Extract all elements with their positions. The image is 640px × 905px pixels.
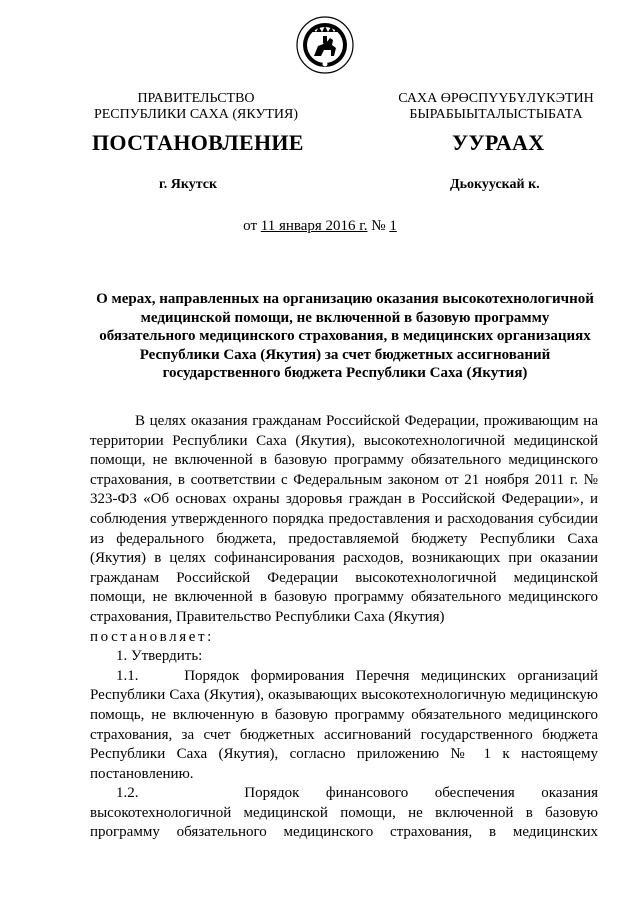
item-1-2-line: программу обязательного медицинского страхования, в медицинских: [90, 824, 598, 841]
decree-word: постановляет:: [90, 628, 214, 645]
document-date: 11 января 2016 г.: [260, 218, 368, 234]
title-line: медицинской помощи, не включенной в базовую программу: [140, 309, 550, 326]
document-type-ru: ПОСТАНОВЛЕНИЕ: [92, 130, 304, 155]
government-name-ru-line1: ПРАВИТЕЛЬСТВО: [137, 91, 255, 106]
title-line: государственного бюджета Республики Саха (Якутия): [162, 365, 528, 381]
item-1: 1. Утвердить:: [116, 648, 203, 665]
header-left: [86, 91, 306, 123]
title-line: О мерах, направленных на организацию оказания высокотехнологичной: [96, 291, 594, 307]
government-name-sakha-line2: БЫРАБЫЫТАЛЫСТЫБАТА: [409, 107, 583, 122]
item-1-2-line: высокотехнологичной медицинской помощи, не включенной в базовую: [90, 804, 598, 821]
preamble-paragraph: В целях оказания гражданам Российской Федерации, проживающим на территории Республики Саха (Якутия), высокотехнологичной медицинской помощи, не включенной в базовую программу обязательного медицинского страхования, в соответствии с Федеральным законом от 21 ноября 2011 г. № 323-ФЗ «Об основах охраны здоровья граждан в Российской Федерации», и соблюдения утвержденного порядка предоставления и расходования субсидии из федерального бюджета, предоставляемой бюджету Республики Саха (Якутия) в целях софинансирования расходов, возникающих при оказании гражданам Российской Федерации высокотехнологичной медицинской помощи, не включенной в базовую программу обязательного медицинского страхования, Правительство Республики Саха (Якутия): [90, 413, 598, 625]
document-body: [90, 412, 598, 843]
document-title: [90, 290, 600, 383]
government-name-sakha-line1: САХА ӨРӨСПҮҮБҮЛҮКЭТИН: [398, 91, 594, 106]
item-1-1: 1.1. Порядок формирования Перечня медицинских организаций Республики Саха (Якутия), оказывающих высокотехнологичную медицинскую помощь, не включенную в базовую программу обязательного медицинского страхования, за счет бюджетных ассигнований государственного бюджета Республики Саха (Якутия), согласно приложению № 1 к настоящему постановлению.: [90, 667, 598, 782]
coat-of-arms-icon: [296, 16, 354, 74]
number-prefix: №: [367, 218, 390, 234]
city-sakha: Дьокуускай к.: [450, 177, 540, 192]
header-right: [386, 91, 606, 123]
city-ru: г. Якутск: [159, 177, 218, 192]
item-1-2-line: 1.2. Порядок финансового обеспечения оказания: [116, 785, 598, 802]
title-line: Республики Саха (Якутия) за счет бюджетных ассигнований: [139, 346, 551, 363]
document-number: 1: [389, 218, 397, 234]
date-prefix: от: [243, 218, 261, 234]
document-type-sakha: УУРААХ: [452, 130, 545, 155]
government-name-ru-line2: РЕСПУБЛИКИ САХА (ЯКУТИЯ): [93, 107, 299, 122]
date-number-line: [0, 218, 640, 235]
title-line: обязательного медицинского страхования, в медицинских организациях: [99, 328, 591, 344]
